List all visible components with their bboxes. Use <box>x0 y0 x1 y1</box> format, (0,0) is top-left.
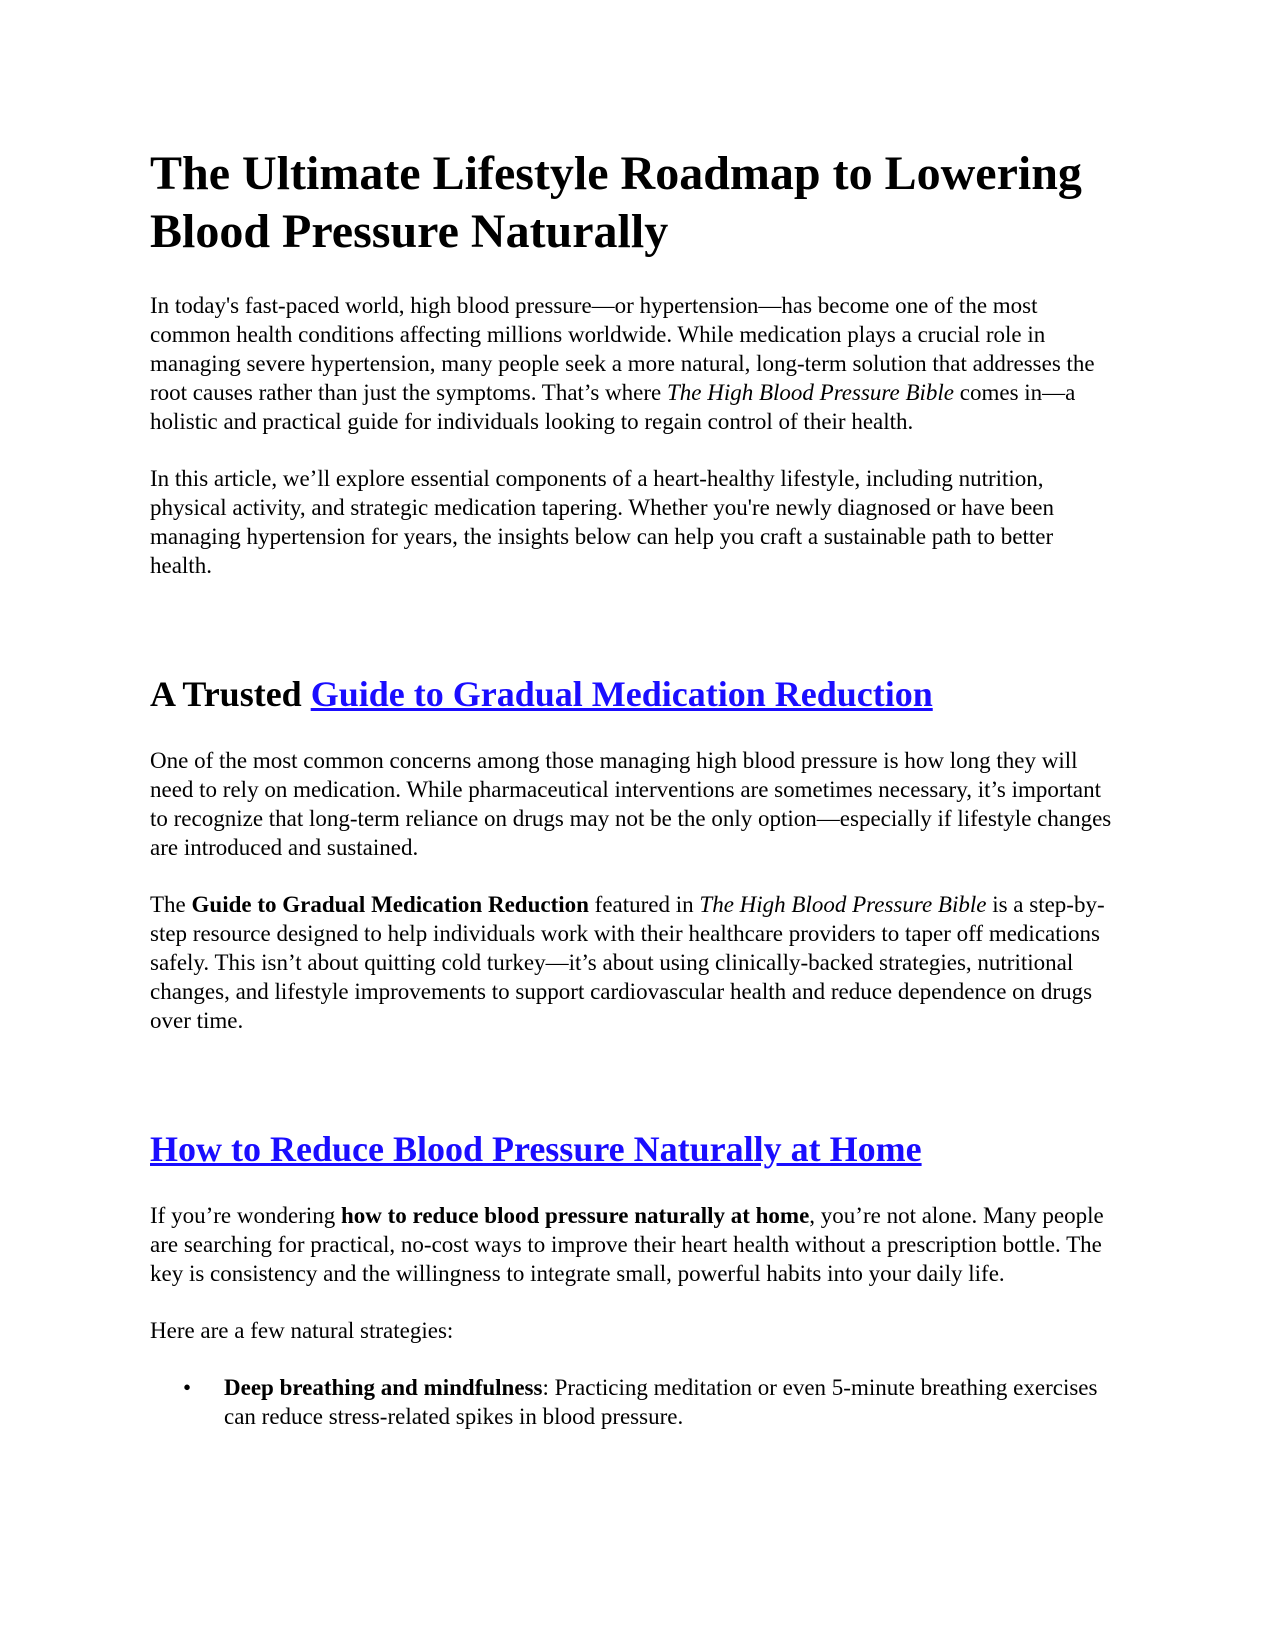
list-item-bold: Deep breathing and mindfulness <box>224 1375 543 1400</box>
section-heading-reduce-at-home <box>150 1127 1120 1171</box>
intro-p1-text-b: comes in—a holistic and practical guide for individuals looking to regain control of their health. <box>150 380 1076 434</box>
section-spacer <box>150 608 1120 672</box>
document-page <box>150 145 1120 1431</box>
section-heading-medication-reduction <box>150 672 1120 716</box>
list-item <box>183 1373 1120 1431</box>
section1-p2-text-c: is a step-by-step resource designed to help individuals work with their healthcare providers to taper off medications safely. This isn’t about quitting cold turkey—it’s about using clinically-backed strategies, nutritional changes, and lifestyle improvements to support cardiovascular health and reduce dependence on drugs over time. <box>150 892 1105 1033</box>
section2-p1-text-a: If you’re wondering <box>150 1203 341 1228</box>
intro-p1-text-a: In today's fast-paced world, high blood pressure—or hypertension—has become one of the most common health conditions affecting millions worldwide. While medication plays a crucial role in managing severe hypertension, many people seek a more natural, long-term solution that addresses the root causes rather than just the symptoms. That’s where <box>150 293 1095 405</box>
section1-p2-italic: The High Blood Pressure Bible <box>699 892 987 917</box>
section1-p2-bold: Guide to Gradual Medication Reduction <box>191 892 589 917</box>
strategies-list <box>150 1373 1120 1431</box>
list-item-text: : Practicing meditation or even 5-minute breathing exercises can reduce stress-related spikes in blood pressure. <box>224 1375 1098 1429</box>
medication-reduction-link[interactable]: Guide to Gradual Medication Reduction <box>310 674 933 714</box>
intro-paragraph-2: In this article, we’ll explore essential components of a heart-healthy lifestyle, including nutrition, physical activity, and strategic medication tapering. Whether you're newly diagnosed or have been managing hypertension for years, the insights below can help you craft a sustainable path to better health. <box>150 466 1055 578</box>
section1-p2-text-b: featured in <box>588 892 700 917</box>
section-heading-prefix: A Trusted <box>150 674 311 714</box>
section-spacer <box>150 1063 1120 1127</box>
section1-p2-text-a: The <box>150 892 192 917</box>
book-title-italic: The High Blood Pressure Bible <box>666 380 955 405</box>
section1-paragraph-1: One of the most common concerns among those managing high blood pressure is how long they will need to rely on medication. While pharmaceutical interventions are sometimes necessary, it’s important to recognize that long-term reliance on drugs may not be the only option—especially if lifestyle changes are introduced and sustained. <box>150 748 1112 860</box>
section1-paragraph-2 <box>150 890 1120 1035</box>
page-title: The Ultimate Lifestyle Roadmap to Lowering Blood Pressure Naturally <box>150 147 1082 258</box>
section2-p1-bold: how to reduce blood pressure naturally at home <box>340 1203 810 1228</box>
reduce-naturally-link[interactable]: How to Reduce Blood Pressure Naturally at Home <box>150 1129 922 1169</box>
bullet-icon: • <box>183 1375 192 1400</box>
section2-p1-text-b: , you’re not alone. Many people are searching for practical, no-cost ways to improve their heart health without a prescription bottle. The key is consistency and the willingness to integrate small, powerful habits into your daily life. <box>150 1203 1104 1286</box>
section2-paragraph-2: Here are a few natural strategies: <box>150 1318 454 1343</box>
section2-paragraph-1 <box>150 1201 1120 1288</box>
intro-paragraph-1 <box>150 291 1120 436</box>
